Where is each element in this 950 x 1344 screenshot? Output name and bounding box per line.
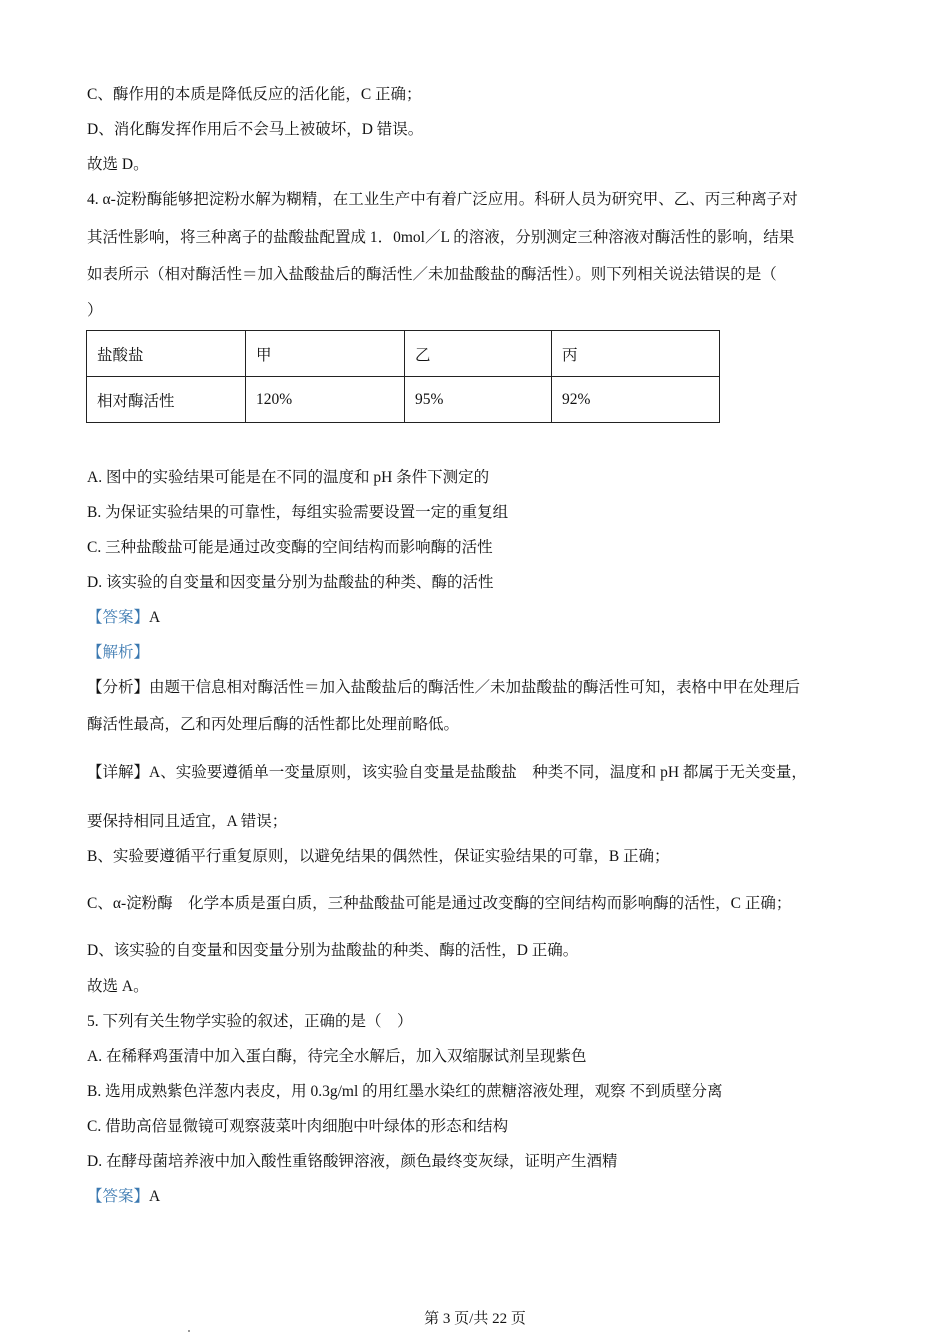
q4-jiexi — [87, 640, 149, 662]
q4-stem-line3: 如表所示（相对酶活性＝加入盐酸盐后的酶活性／未加盐酸盐的酶活性）。则下列相关说法错误的是（ — [87, 266, 777, 283]
q4-option-a: A. 图中的实验结果可能是在不同的温度和 pH 条件下测定的 — [87, 469, 490, 486]
table-cell: 92% — [552, 377, 720, 423]
q4-answer — [87, 605, 160, 627]
q4-stem-line2: 其活性影响，将三种离子的盐酸盐配置成 1．0mol／L 的溶液，分别测定三种溶液对酶活性的影响，结果 — [87, 229, 795, 246]
q5-option-b: B. 选用成熟紫色洋葱内表皮，用 0.3g/ml 的用红墨水染红的蔗糖溶液处理，观察 不到质壁分离 — [87, 1083, 723, 1100]
q4-fenxi-line2: 酶活性最高，乙和丙处理后酶的活性都比处理前略低。 — [87, 716, 460, 733]
q4-option-b: B. 为保证实验结果的可靠性，每组实验需要设置一定的重复组 — [87, 504, 509, 521]
table-cell: 120% — [246, 377, 405, 423]
q4-stem-line1: 4. α-淀粉酶能够把淀粉水解为糊精，在工业生产中有着广泛应用。科研人员为研究甲、乙、丙三种离子对 — [87, 191, 798, 208]
answer-tag: 【答案】 — [87, 609, 150, 626]
q5-option-d: D. 在酵母菌培养液中加入酸性重铬酸钾溶液，颜色最终变灰绿，证明产生酒精 — [87, 1153, 618, 1170]
q5-stem: 5. 下列有关生物学实验的叙述，正确的是（ ） — [87, 1013, 413, 1030]
line-d-digestive: D、消化酶发挥作用后不会马上被破坏，D 错误。 — [87, 121, 424, 138]
q4-xiangjie-line4: C、α-淀粉酶 化学本质是蛋白质，三种盐酸盐可能是通过改变酶的空间结构而影响酶的活性，C 正确； — [87, 895, 792, 912]
q4-option-c: C. 三种盐酸盐可能是通过改变酶的空间结构而影响酶的活性 — [87, 539, 493, 556]
q4-xiangjie-line1 — [87, 760, 807, 782]
enzyme-activity-table — [86, 330, 720, 423]
xiangjie-tag: 【详解】 — [87, 764, 150, 781]
fenxi-tag: 【分析】 — [87, 679, 150, 696]
q4-fenxi-line1 — [87, 675, 800, 697]
q5-option-c: C. 借助高倍显微镜可观察菠菜叶肉细胞中叶绿体的形态和结构 — [87, 1118, 509, 1135]
q4-xiangjie-line6: 故选 A。 — [87, 978, 149, 995]
q5-option-a: A. 在稀释鸡蛋清中加入蛋白酶，待完全水解后，加入双缩脲试剂呈现紫色 — [87, 1048, 587, 1065]
table-cell: 乙 — [405, 331, 552, 377]
page-footer: 第 3 页/共 22 页 — [424, 1311, 526, 1327]
table-cell: 丙 — [552, 331, 720, 377]
q4-xiangjie-line5: D、该实验的自变量和因变量分别为盐酸盐的种类、酶的活性，D 正确。 — [87, 942, 579, 959]
table-row — [87, 331, 720, 377]
q4-option-d: D. 该实验的自变量和因变量分别为盐酸盐的种类、酶的活性 — [87, 574, 494, 591]
q4-xiangjie-line3: B、实验要遵循平行重复原则，以避免结果的偶然性，保证实验结果的可靠，B 正确； — [87, 848, 670, 865]
line-choose-d: 故选 D。 — [87, 156, 149, 173]
table-cell: 甲 — [246, 331, 405, 377]
q4-stem-line4: ） — [87, 302, 103, 319]
answer-tag: 【答案】 — [87, 1188, 150, 1205]
xiangjie-text: A、实验要遵循单一变量原则，该实验自变量是盐酸盐 种类不同，温度和 pH 都属于无关变量， — [149, 764, 807, 781]
line-c-enzyme: C、酶作用的本质是降低反应的活化能，C 正确； — [87, 86, 422, 103]
jiexi-tag: 【解析】 — [87, 644, 150, 661]
answer-value: A — [149, 609, 161, 626]
table-row — [87, 377, 720, 423]
q5-answer — [87, 1184, 160, 1206]
table-cell: 相对酶活性 — [87, 377, 246, 423]
decorative-dot — [188, 1330, 190, 1332]
answer-value: A — [149, 1188, 161, 1205]
table-cell: 盐酸盐 — [87, 331, 246, 377]
q4-xiangjie-line2: 要保持相同且适宜，A 错误； — [87, 813, 288, 830]
table-cell: 95% — [405, 377, 552, 423]
fenxi-text: 由题干信息相对酶活性＝加入盐酸盐后的酶活性／未加盐酸盐的酶活性可知，表格中甲在处理后 — [149, 679, 801, 696]
